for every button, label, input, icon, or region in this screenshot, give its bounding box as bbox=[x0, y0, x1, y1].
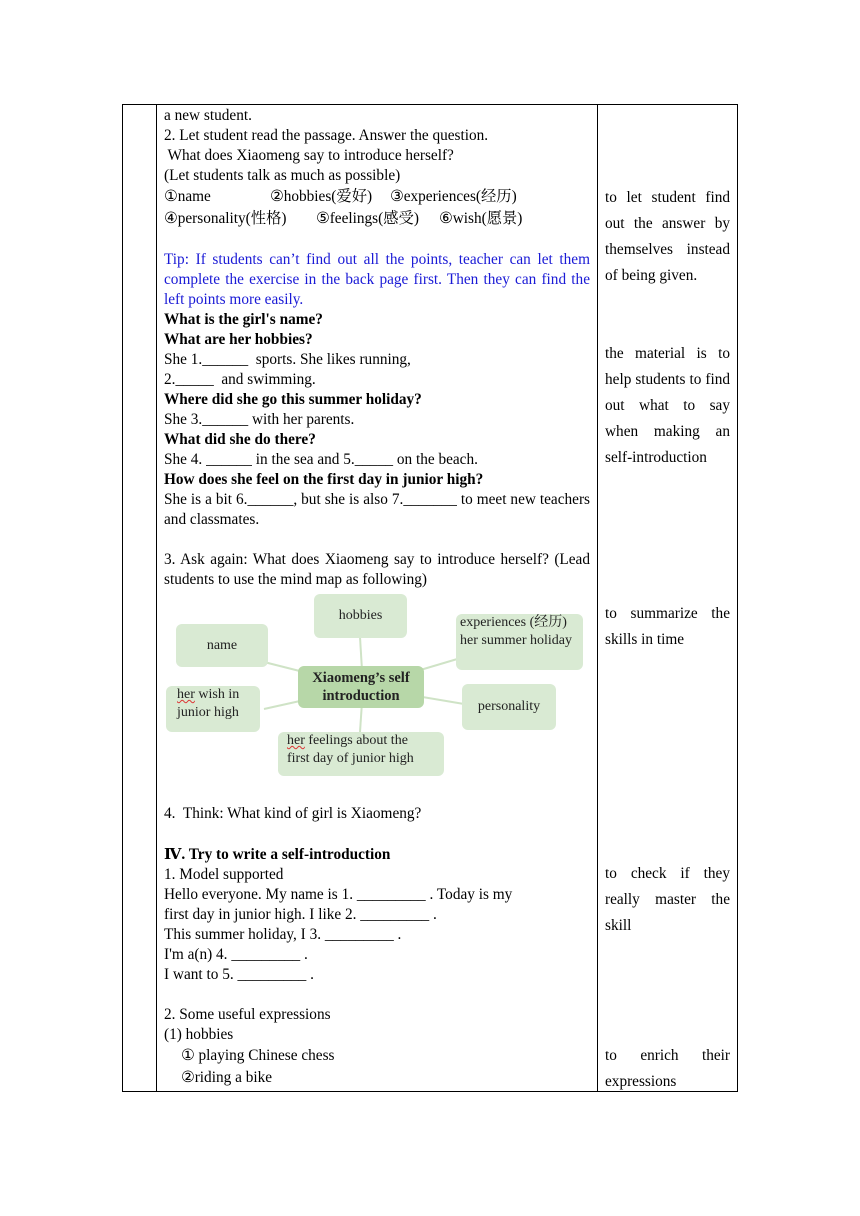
note-5: to enrich their expressions bbox=[605, 1047, 730, 1090]
useful-sub: (1) hobbies bbox=[164, 1026, 234, 1043]
note-3: to summarize the skills in time bbox=[605, 605, 730, 648]
model-line: I want to 5. _________ . bbox=[164, 966, 314, 983]
question: What did she do there? bbox=[164, 431, 316, 448]
points-row bbox=[164, 208, 590, 230]
mind-map bbox=[164, 592, 590, 782]
procedure-column-lower bbox=[164, 804, 590, 1089]
question: Where did she go this summer holiday? bbox=[164, 391, 422, 408]
model-line: Hello everyone. My name is 1. _________ . Today is my bbox=[164, 886, 513, 903]
point-item: ④personality(性格) bbox=[164, 210, 287, 227]
talk-note: (Let students talk as much as possible) bbox=[164, 167, 401, 184]
note-2: the material is to help students to find out what to say when making an self-introduction bbox=[605, 345, 730, 466]
note-1: to let student find out the answer by themselves instead of being given. bbox=[605, 189, 730, 284]
mm-node-wish: her wish in junior high bbox=[166, 686, 260, 732]
mm-node-feelings: her feelings about the first day of junior high bbox=[278, 732, 444, 776]
mm-node-center: Xiaomeng’s self introduction bbox=[298, 666, 424, 708]
model-line: first day in junior high. I like 2. _________ . bbox=[164, 906, 437, 923]
useful-heading: 2. Some useful expressions bbox=[164, 1006, 331, 1023]
answer-line: She 1.______ sports. She likes running, bbox=[164, 351, 411, 368]
section-heading: Ⅳ. Try to write a self-introduction bbox=[164, 846, 391, 863]
mm-node-hobbies: hobbies bbox=[314, 594, 407, 638]
answer-line: She 4. ______ in the sea and 5._____ on the beach. bbox=[164, 451, 478, 468]
useful-item: ②riding a bike bbox=[181, 1069, 273, 1086]
useful-item: ① playing Chinese chess bbox=[181, 1047, 335, 1064]
question: What is the girl's name? bbox=[164, 311, 323, 328]
mm-node-experiences: experiences (经历) her summer holiday bbox=[456, 614, 583, 670]
answer-line: She 3.______ with her parents. bbox=[164, 411, 355, 428]
model-heading: 1. Model supported bbox=[164, 866, 284, 883]
point-item: ⑤feelings(感受) bbox=[316, 210, 419, 227]
text-line: a new student. bbox=[164, 107, 252, 124]
question: How does she feel on the first day in junior high? bbox=[164, 471, 484, 488]
teacher-tip: Tip: If students can’t find out all the points, teacher can let them complete the exercise in the back page first. Then they can find the left points more easily. bbox=[164, 251, 590, 308]
answer-line: She is a bit 6.______, but she is also 7._______ to meet new teachers and classmates. bbox=[164, 491, 590, 528]
point-item: ③experiences(经历) bbox=[390, 188, 517, 205]
procedure-column bbox=[164, 106, 590, 590]
model-line: I'm a(n) 4. _________ . bbox=[164, 946, 308, 963]
step-2: 2. Let student read the passage. Answer the question. bbox=[164, 127, 489, 144]
step-3: 3. Ask again: What does Xiaomeng say to introduce herself? (Lead students to use the mind map as following) bbox=[164, 551, 590, 588]
question: What are her hobbies? bbox=[164, 331, 313, 348]
note-4: to check if they really master the skill bbox=[605, 865, 730, 934]
question-intro: What does Xiaomeng say to introduce herself? bbox=[164, 147, 454, 164]
points-row bbox=[164, 186, 590, 208]
answer-line: 2._____ and swimming. bbox=[164, 371, 316, 388]
column-divider bbox=[156, 105, 157, 1091]
point-item: ⑥wish(愿景) bbox=[439, 210, 523, 227]
point-item: ①name bbox=[164, 188, 211, 205]
model-line: This summer holiday, I 3. _________ . bbox=[164, 926, 402, 943]
point-item: ②hobbies(爱好) bbox=[270, 188, 373, 205]
column-divider bbox=[597, 105, 598, 1091]
mm-node-name: name bbox=[176, 624, 268, 667]
mm-node-personality: personality bbox=[462, 684, 556, 730]
step-4: 4. Think: What kind of girl is Xiaomeng? bbox=[164, 805, 422, 822]
